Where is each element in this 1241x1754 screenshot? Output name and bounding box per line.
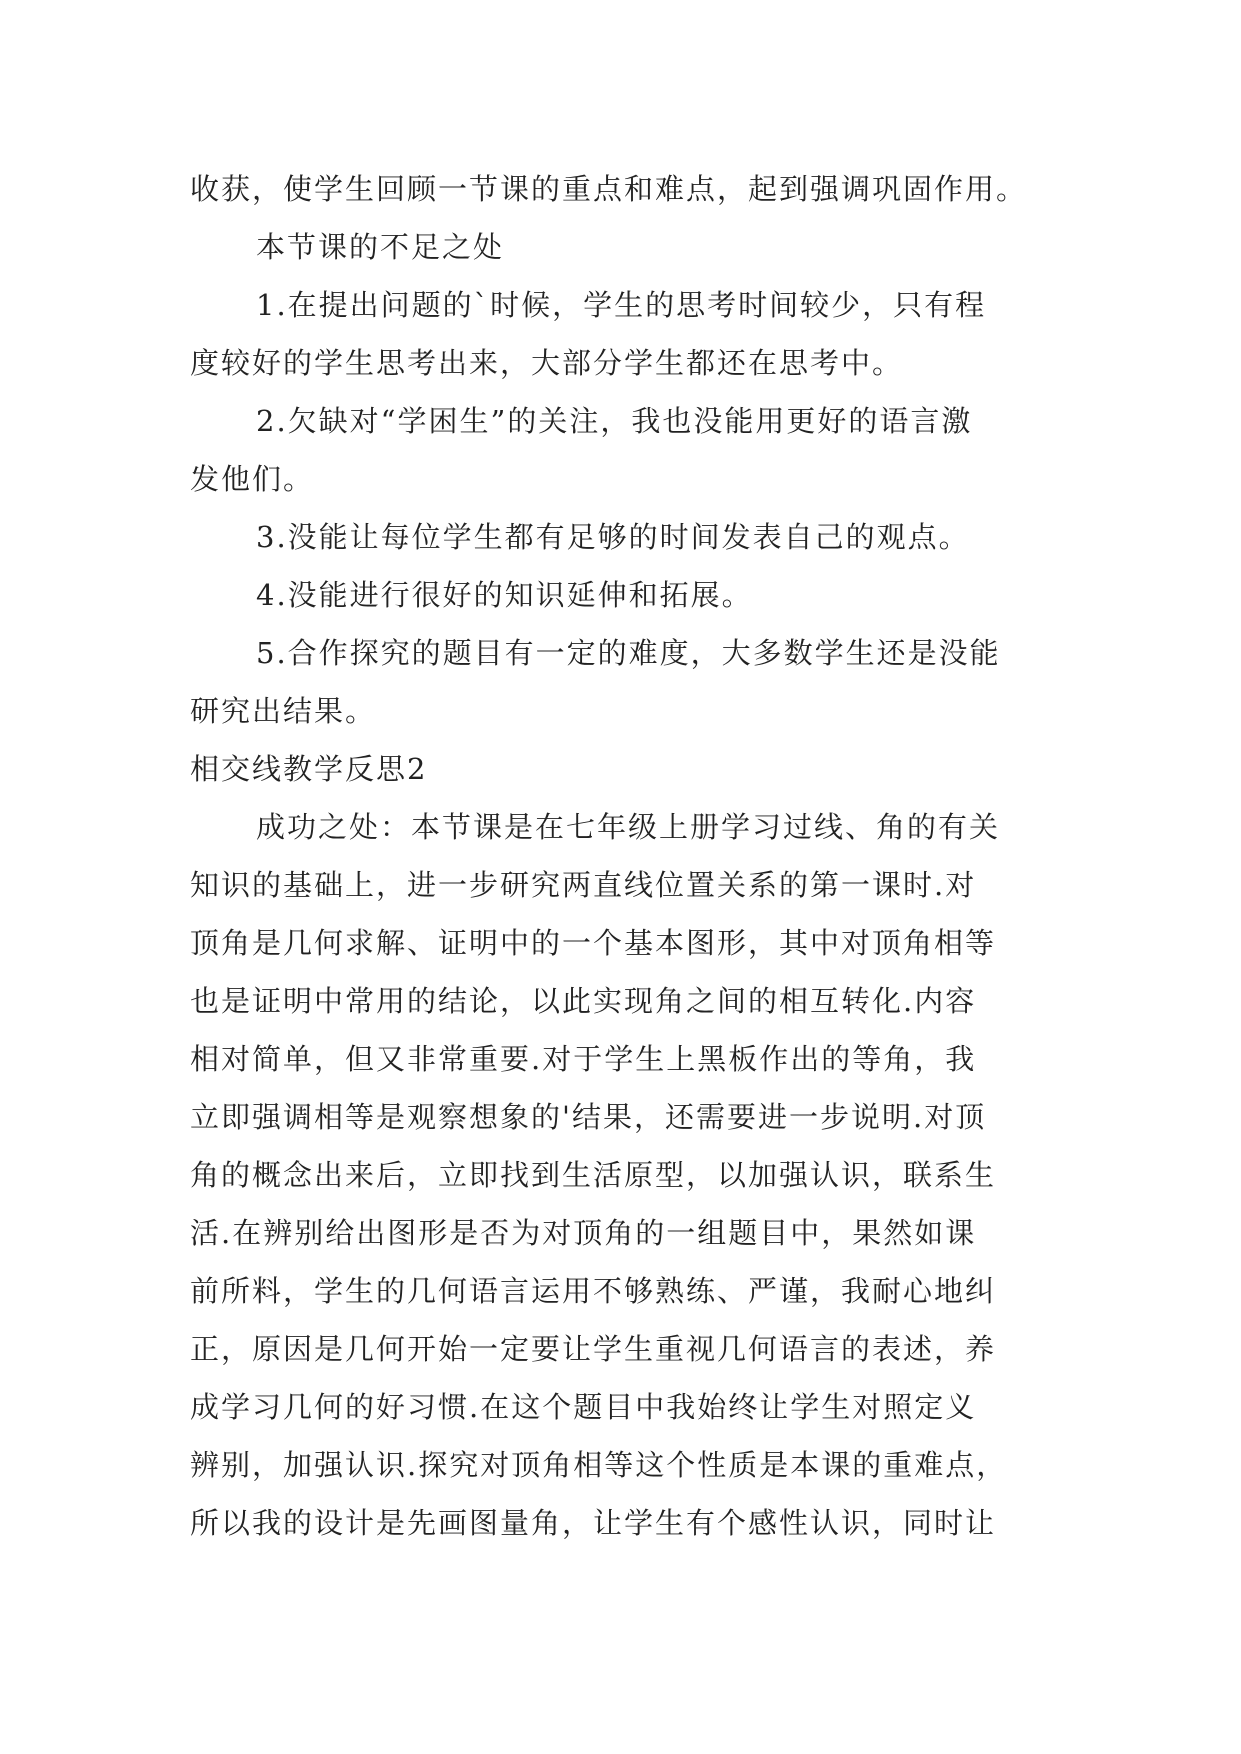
text-line: 正，原因是几何开始一定要让学生重视几何语言的表述，养 <box>190 1332 997 1366</box>
document-body <box>190 160 1050 1552</box>
text-line: 知识的基础上，进一步研究两直线位置关系的第一课时.对 <box>190 868 977 902</box>
text-line: 2.欠缺对“学困生”的关注，我也没能用更好的语言激 <box>256 404 973 438</box>
text-line: 成学习几何的好习惯.在这个题目中我始终让学生对照定义 <box>190 1390 977 1424</box>
section-heading: 相交线教学反思2 <box>190 752 428 786</box>
text-line: 前所料，学生的几何语言运用不够熟练、严谨，我耐心地纠 <box>190 1274 997 1308</box>
text-line: 顶角是几何求解、证明中的一个基本图形，其中对顶角相等 <box>190 926 997 960</box>
text-line: 发他们。 <box>190 462 315 496</box>
text-line: 辨别，加强认识.探究对顶角相等这个性质是本课的重难点， <box>190 1448 1008 1482</box>
text-line: 立即强调相等是观察想象的'结果，还需要进一步说明.对顶 <box>190 1100 987 1134</box>
text-line: 研究出结果。 <box>190 694 377 728</box>
text-line: 4.没能进行很好的知识延伸和拓展。 <box>256 578 753 612</box>
text-line: 成功之处：本节课是在七年级上册学习过线、角的有关 <box>256 810 1001 844</box>
text-line: 3.没能让每位学生都有足够的时间发表自己的观点。 <box>256 520 970 554</box>
text-line: 收获，使学生回顾一节课的重点和难点，起到强调巩固作用。 <box>190 172 1028 206</box>
text-line: 所以我的设计是先画图量角，让学生有个感性认识，同时让 <box>190 1506 997 1540</box>
text-line: 1.在提出问题的`时候，学生的思考时间较少，只有程 <box>256 288 987 322</box>
text-line: 本节课的不足之处 <box>256 230 505 264</box>
text-line: 度较好的学生思考出来，大部分学生都还在思考中。 <box>190 346 904 380</box>
text-line: 角的概念出来后，立即找到生活原型，以加强认识，联系生 <box>190 1158 997 1192</box>
text-line: 相对简单，但又非常重要.对于学生上黑板作出的等角，我 <box>190 1042 977 1076</box>
text-line: 5.合作探究的题目有一定的难度，大多数学生还是没能 <box>256 636 1001 670</box>
text-line: 也是证明中常用的结论，以此实现角之间的相互转化.内容 <box>190 984 977 1018</box>
text-line: 活.在辨别给出图形是否为对顶角的一组题目中，果然如课 <box>190 1216 977 1250</box>
